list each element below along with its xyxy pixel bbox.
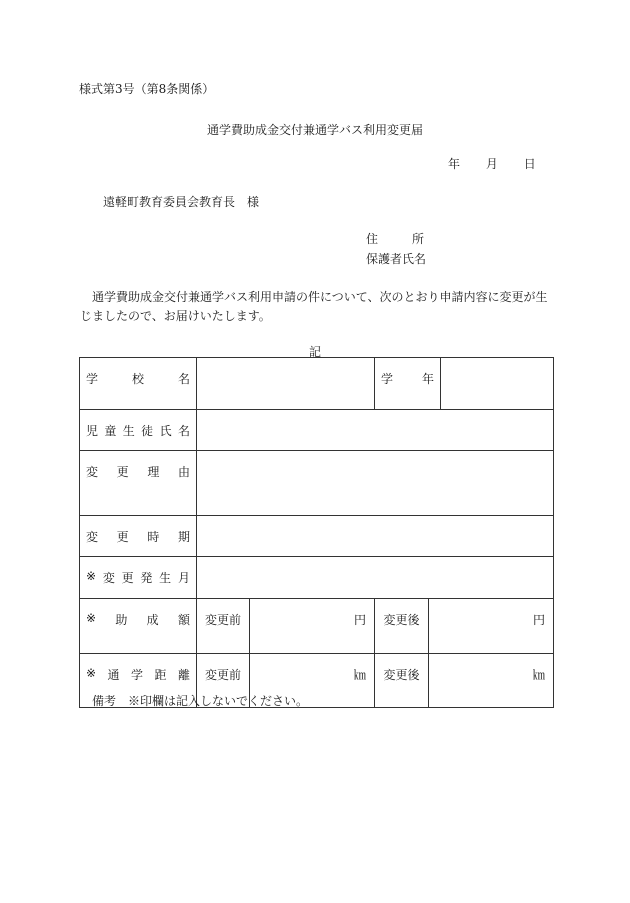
school-name-label: 学 校 名 — [80, 358, 197, 410]
change-month-field[interactable] — [197, 557, 554, 599]
guardian-name-label: 保護者氏名 — [366, 252, 427, 266]
table-row-school — [80, 358, 554, 410]
address-label-char-2: 所 — [412, 232, 425, 246]
km-unit: ㎞ — [353, 668, 366, 682]
subsidy-amount-label: ※ 助 成 額 — [80, 599, 197, 654]
remarks-note: 備考 ※印欄は記入しないでください。 — [92, 694, 309, 708]
subsidy-after-field[interactable] — [429, 599, 554, 654]
address-label-char-1: 住 — [366, 232, 379, 246]
ki-label: 記 — [308, 345, 321, 359]
subsidy-after-label: 変更後 — [375, 599, 429, 654]
addressee: 遠軽町教育委員会教育長 様 — [103, 195, 260, 209]
record-table — [79, 357, 554, 708]
form-number: 様式第3号（第8条関係） — [79, 82, 215, 96]
change-time-field[interactable] — [197, 516, 554, 557]
date-line — [448, 155, 536, 172]
change-time-label: 変 更 時 期 — [80, 516, 197, 557]
subsidy-before-label: 変更前 — [197, 599, 250, 654]
subsidy-before-field[interactable] — [250, 599, 375, 654]
table-row-time — [80, 516, 554, 557]
school-distance-label: ※ 通 学 距 離 — [80, 654, 197, 708]
km-unit: ㎞ — [532, 668, 545, 682]
date-month-label: 月 — [485, 157, 498, 171]
distance-after-label: 変更後 — [375, 654, 429, 708]
date-day-label: 日 — [523, 157, 536, 171]
body-paragraph: 通学費助成金交付兼通学バス利用申請の件について、次のとおり申請内容に変更が生じましたので、お届けいたします。 — [80, 290, 548, 323]
student-name-label: 児 童 生 徒 氏 名 — [80, 410, 197, 451]
distance-after-field[interactable] — [429, 654, 554, 708]
table-row-reason — [80, 451, 554, 516]
yen-unit: 円 — [353, 613, 366, 627]
document-title: 通学費助成金交付兼通学バス利用変更届 — [206, 123, 423, 137]
change-month-label: ※ 変 更 発 生 月 — [80, 557, 197, 599]
address-label — [366, 230, 424, 247]
change-reason-label: 変 更 理 由 — [80, 451, 197, 516]
grade-label: 学 年 — [375, 358, 441, 410]
table-row-month — [80, 557, 554, 599]
school-name-field[interactable] — [197, 358, 375, 410]
grade-field[interactable] — [441, 358, 554, 410]
change-reason-field[interactable] — [197, 451, 554, 516]
student-name-field[interactable] — [197, 410, 554, 451]
date-year-label: 年 — [448, 157, 461, 171]
yen-unit: 円 — [532, 613, 545, 627]
table-row-subsidy — [80, 599, 554, 654]
table-row-student — [80, 410, 554, 451]
distance-before-label: 変更前 — [197, 654, 250, 708]
